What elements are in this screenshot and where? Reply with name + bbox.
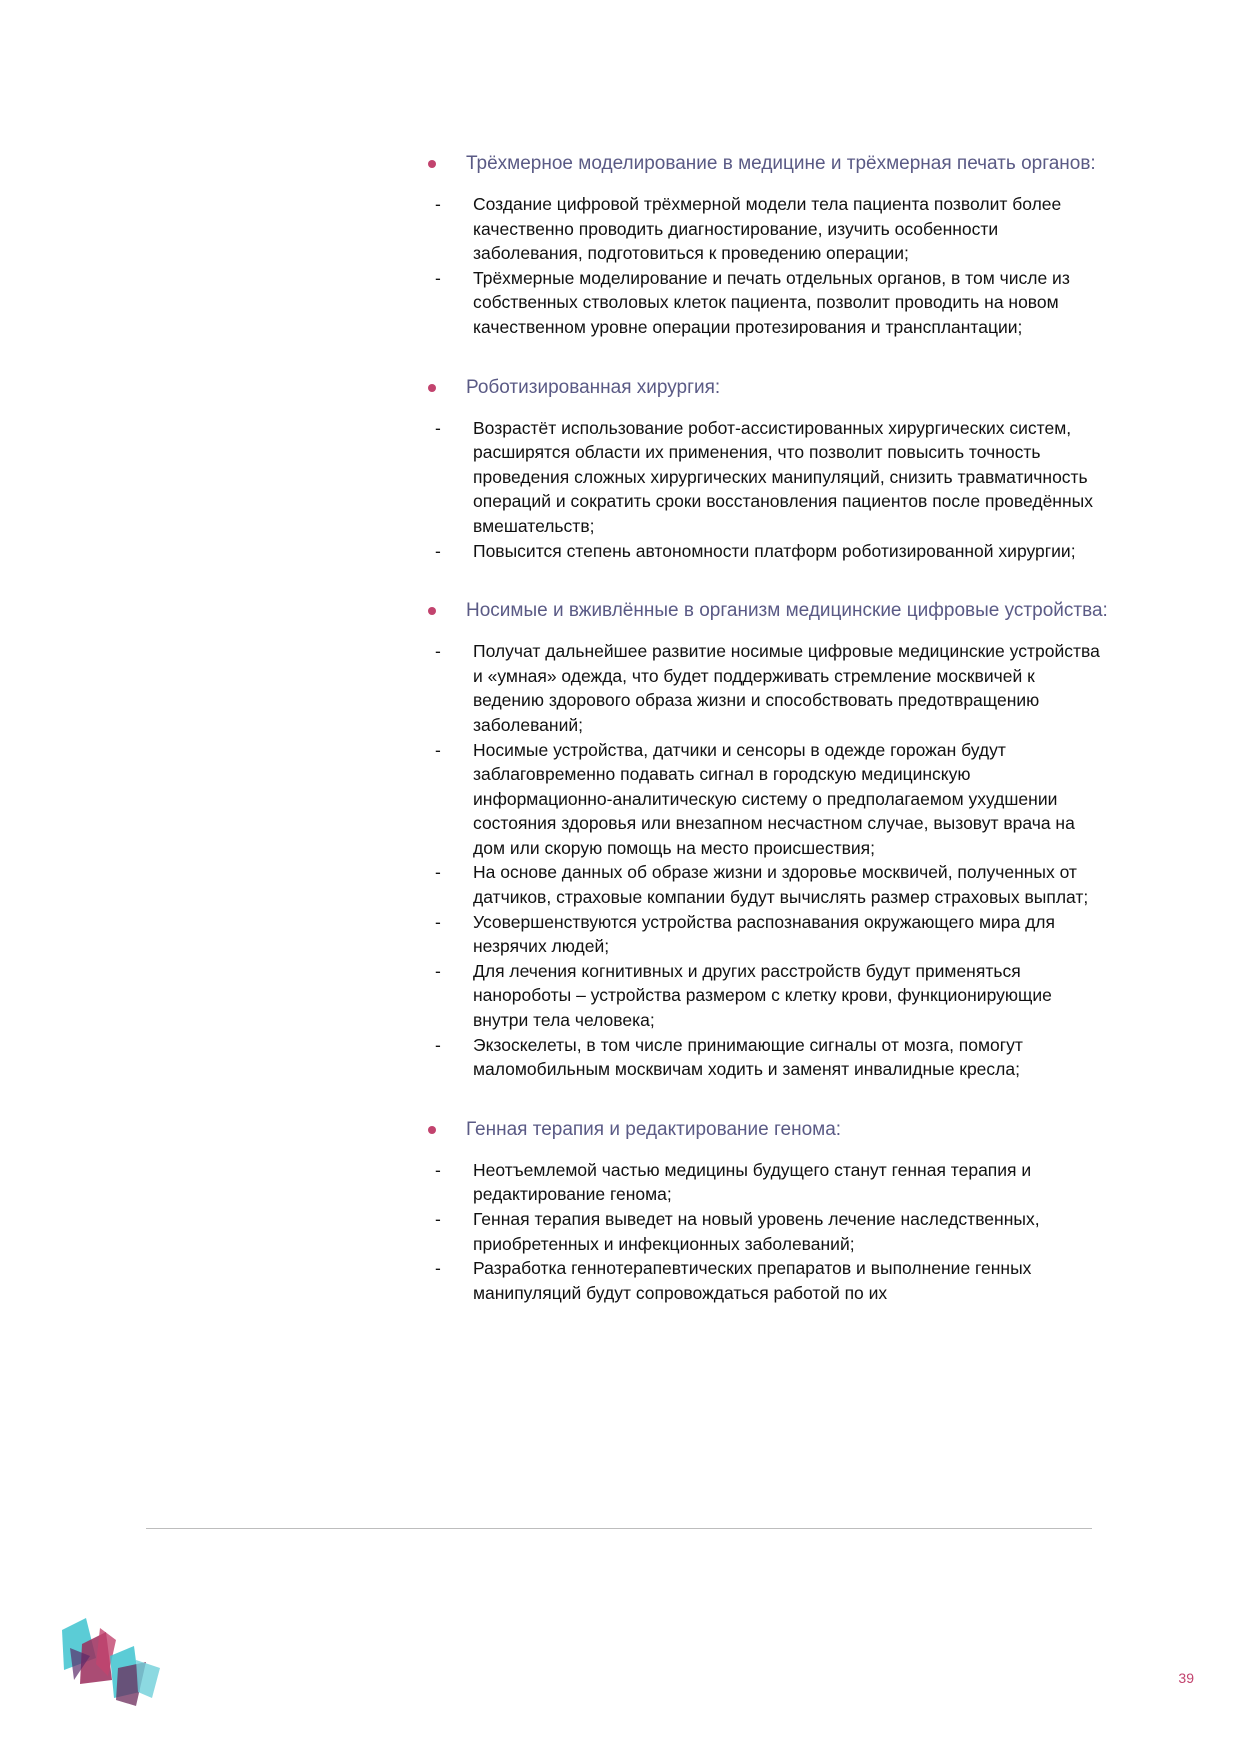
- list-item: - Генная терапия выведет на новый уровень лечение наследственных, приобретенных и инфекционных заболеваний;: [428, 1207, 1108, 1256]
- section-3d-modeling: [428, 150, 1108, 340]
- list-item: - Возрастёт использование робот-ассистированных хирургических систем, расширятся области их применения, что позволит повысить точность проведения сложных хирургических манипуляций, снизить травматичность операций и сократить сроки восстановления пациентов после проведённых вмешательств;: [428, 416, 1108, 539]
- list-item: - Разработка геннотерапевтических препаратов и выполнение генных манипуляций будут сопровождаться работой по их: [428, 1256, 1108, 1305]
- section-wearable-devices: [428, 597, 1108, 1082]
- list-item: - Экзоскелеты, в том числе принимающие сигналы от мозга, помогут маломобильным москвичам ходить и заменят инвалидные кресла;: [428, 1033, 1108, 1082]
- section-heading: Трёхмерное моделирование в медицине и трёхмерная печать органов:: [428, 150, 1108, 178]
- list-item: - Носимые устройства, датчики и сенсоры в одежде горожан будут заблаговременно подавать сигнал в городскую медицинскую информационно-аналитическую систему о предполагаемом ухудшении состояния здоровья или внезапном несчастном случае, вызовут врача на дом или скорую помощь на место происшествия;: [428, 738, 1108, 861]
- list-item: - Получат дальнейшее развитие носимые цифровые медицинские устройства и «умная» одежда, что будет поддерживать стремление москвичей к ведению здорового образа жизни и способствовать предотвращению заболеваний;: [428, 639, 1108, 737]
- section-robotic-surgery: [428, 374, 1108, 564]
- list-item: - Трёхмерные моделирование и печать отдельных органов, в том числе из собственных стволовых клеток пациента, позволит проводить на новом качественном уровне операции протезирования и трансплантации;: [428, 266, 1108, 340]
- document-body: [428, 150, 1108, 1339]
- list-item: - Неотъемлемой частью медицины будущего станут генная терапия и редактирование генома;: [428, 1158, 1108, 1207]
- logo-icon: [56, 1618, 164, 1708]
- page-number: 39: [1178, 1670, 1194, 1686]
- list-item: - Повысится степень автономности платформ роботизированной хирургии;: [428, 539, 1108, 564]
- section-heading: Генная терапия и редактирование генома:: [428, 1116, 1108, 1144]
- bullet-list: [428, 1158, 1108, 1306]
- bullet-list: [428, 416, 1108, 564]
- list-item: - Для лечения когнитивных и других расстройств будут применяться нанороботы – устройства размером с клетку крови, функционирующие внутри тела человека;: [428, 959, 1108, 1033]
- section-gene-therapy: [428, 1116, 1108, 1306]
- list-item: - Создание цифровой трёхмерной модели тела пациента позволит более качественно проводить диагностирование, изучить особенности заболевания, подготовиться к проведению операции;: [428, 192, 1108, 266]
- section-heading: Носимые и вживлённые в организм медицинские цифровые устройства:: [428, 597, 1108, 625]
- section-heading: Роботизированная хирургия:: [428, 374, 1108, 402]
- footer-divider: [146, 1528, 1092, 1529]
- list-item: - Усовершенствуются устройства распознавания окружающего мира для незрячих людей;: [428, 910, 1108, 959]
- list-item: - На основе данных об образе жизни и здоровье москвичей, полученных от датчиков, страховые компании будут вычислять размер страховых выплат;: [428, 860, 1108, 909]
- bullet-list: [428, 639, 1108, 1082]
- bullet-list: [428, 192, 1108, 340]
